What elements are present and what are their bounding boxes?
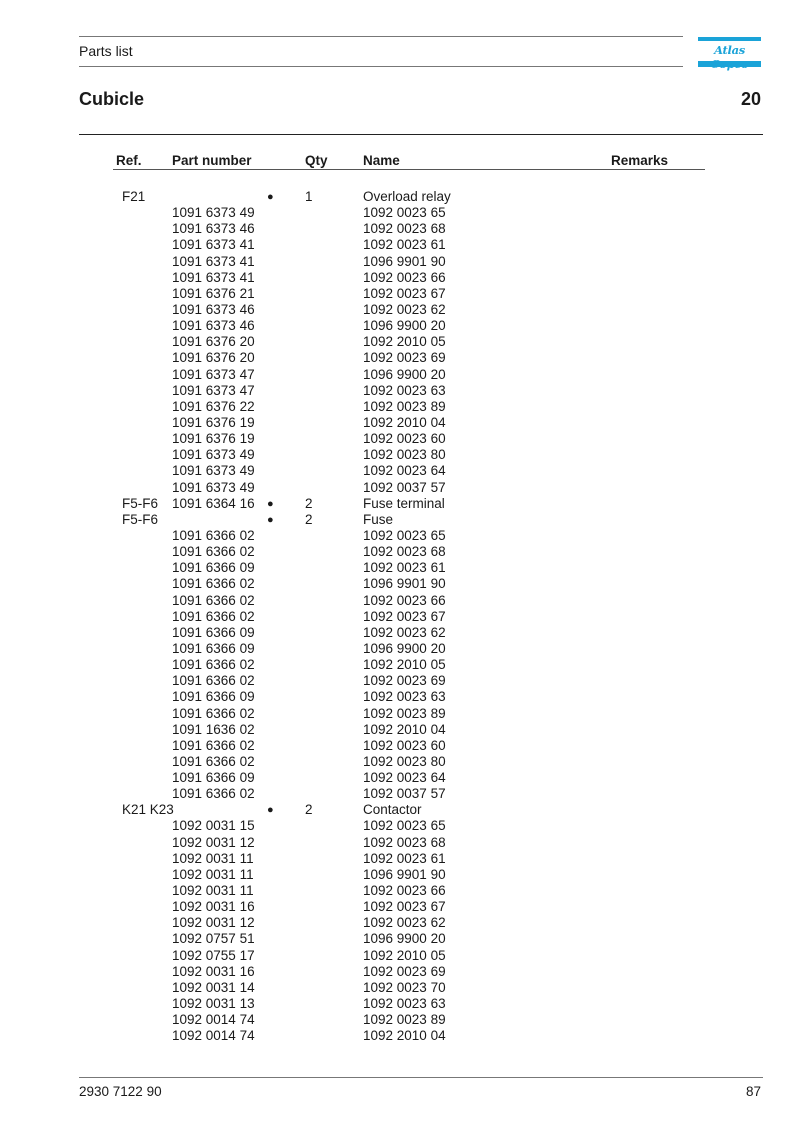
section-number: 20 — [740, 89, 761, 109]
row-name: 1092 0037 57 — [363, 786, 446, 802]
row-name: 1092 0023 66 — [363, 592, 446, 608]
row-name: 1092 0023 70 — [363, 979, 446, 995]
table-row — [0, 544, 800, 560]
row-name: 1096 9900 20 — [363, 640, 446, 656]
row-name: 1092 0023 63 — [363, 689, 446, 705]
row-part-number: 1091 6366 02 — [172, 657, 255, 673]
header-rule-bottom — [79, 66, 683, 67]
row-part-number: 1091 6373 47 — [172, 382, 255, 398]
row-name: 1092 0023 80 — [363, 447, 446, 463]
col-header-remarks: Remarks — [611, 153, 669, 168]
row-part-number: 1091 6373 49 — [172, 447, 255, 463]
row-name: 1092 0023 67 — [363, 899, 446, 915]
row-part-number: 1091 6366 02 — [172, 753, 255, 769]
table-row — [0, 237, 800, 253]
row-name: 1092 0023 62 — [363, 915, 446, 931]
row-part-number: 1091 6373 47 — [172, 366, 255, 382]
table-row — [0, 835, 800, 851]
row-part-number: 1091 6373 46 — [172, 318, 255, 334]
row-part-number: 1092 0031 13 — [172, 996, 255, 1012]
row-part-number: 1091 6366 02 — [172, 786, 255, 802]
section-rule — [79, 134, 763, 135]
row-part-number: 1091 6376 20 — [172, 350, 255, 366]
row-part-number: 1092 0014 74 — [172, 1012, 255, 1028]
row-name: 1092 0023 65 — [363, 205, 446, 221]
row-part-number: 1091 6366 09 — [172, 689, 255, 705]
row-part-number: 1092 0031 12 — [172, 834, 255, 850]
row-part-number: 1092 0031 14 — [172, 979, 255, 995]
row-part-number: 1091 6373 49 — [172, 205, 255, 221]
logo-bar-top — [698, 37, 761, 41]
table-row — [0, 254, 800, 270]
footer-page-number: 87 — [745, 1084, 761, 1099]
row-part-number: 1091 6366 02 — [172, 705, 255, 721]
table-row — [0, 818, 800, 834]
row-name: 1096 9900 20 — [363, 931, 446, 947]
table-row — [0, 673, 800, 689]
row-name: 1092 2010 05 — [363, 657, 446, 673]
row-part-number: 1091 6373 49 — [172, 479, 255, 495]
row-part-number: 1092 0031 11 — [172, 883, 254, 899]
row-part-number: 1091 6373 41 — [172, 253, 255, 269]
row-part-number: 1091 6373 46 — [172, 301, 255, 317]
table-row — [0, 802, 800, 818]
table-row — [0, 415, 800, 431]
row-part-number: 1092 0757 51 — [172, 931, 255, 947]
row-name: 1092 0023 66 — [363, 269, 446, 285]
table-row — [0, 560, 800, 576]
table-row — [0, 367, 800, 383]
row-part-number: 1092 0031 16 — [172, 963, 255, 979]
row-part-number: 1091 6373 49 — [172, 463, 255, 479]
row-name: 1092 0023 63 — [363, 996, 446, 1012]
table-row — [0, 576, 800, 592]
table-row — [0, 318, 800, 334]
row-name: Fuse — [363, 511, 394, 527]
row-name: Fuse terminal — [363, 495, 445, 511]
row-name: 1092 0023 69 — [363, 350, 446, 366]
row-name: 1096 9901 90 — [363, 866, 446, 882]
table-row — [0, 221, 800, 237]
row-name: 1092 0023 67 — [363, 285, 446, 301]
table-row — [0, 334, 800, 350]
row-part-number: 1091 6373 41 — [172, 269, 255, 285]
row-bullet: ● — [267, 513, 274, 526]
brand-logo — [698, 37, 761, 67]
row-name: 1092 0023 67 — [363, 608, 446, 624]
row-name: Overload relay — [363, 189, 451, 204]
row-name: 1096 9900 20 — [363, 318, 446, 334]
row-name: 1092 0037 57 — [363, 479, 446, 495]
row-part-number: 1091 6376 21 — [172, 285, 255, 301]
table-row — [0, 512, 800, 528]
parts-table-body — [0, 189, 800, 1044]
row-part-number: 1091 6366 02 — [172, 527, 255, 543]
table-row — [0, 689, 800, 705]
table-row — [0, 431, 800, 447]
row-name: 1092 0023 61 — [363, 850, 446, 866]
section-title: Cubicle — [79, 89, 145, 109]
row-qty: 2 — [305, 495, 313, 511]
row-name: 1092 0023 65 — [363, 818, 446, 834]
row-part-number: 1091 6366 02 — [172, 673, 255, 689]
table-row — [0, 463, 800, 479]
table-row — [0, 205, 800, 221]
table-row — [0, 851, 800, 867]
row-part-number: 1091 6373 41 — [172, 237, 255, 253]
table-row — [0, 754, 800, 770]
row-part-number: 1091 6366 02 — [172, 544, 255, 560]
row-ref: K21 K23 — [122, 802, 174, 818]
header-title: Parts list — [79, 43, 133, 59]
logo-bar-bottom — [698, 61, 761, 67]
table-row — [0, 625, 800, 641]
row-name: 1092 0023 89 — [363, 705, 446, 721]
col-header-name: Name — [363, 153, 400, 168]
table-row — [0, 528, 800, 544]
row-part-number: 1092 0014 74 — [172, 1028, 255, 1044]
table-row — [0, 786, 800, 802]
row-name: 1092 0023 68 — [363, 221, 446, 237]
table-row — [0, 270, 800, 286]
row-qty: 1 — [305, 189, 313, 204]
row-name: 1092 0023 66 — [363, 883, 446, 899]
table-row — [0, 770, 800, 786]
row-name: 1092 0023 63 — [363, 382, 446, 398]
row-part-number: 1091 6366 02 — [172, 737, 255, 753]
row-name: 1092 0023 62 — [363, 624, 446, 640]
row-name: 1092 0023 65 — [363, 527, 446, 543]
row-name: 1092 0023 80 — [363, 753, 446, 769]
table-row — [0, 1012, 800, 1028]
row-bullet: ● — [267, 804, 274, 817]
table-row — [0, 480, 800, 496]
row-part-number: 1091 6366 02 — [172, 576, 255, 592]
table-row — [0, 657, 800, 673]
row-name: 1092 0023 60 — [363, 737, 446, 753]
table-row — [0, 447, 800, 463]
table-row — [0, 722, 800, 738]
row-name: 1092 0023 61 — [363, 560, 446, 576]
table-row — [0, 964, 800, 980]
table-row — [0, 350, 800, 366]
row-part-number: 1092 0755 17 — [172, 947, 255, 963]
row-name: 1092 0023 89 — [363, 1012, 446, 1028]
row-part-number: 1092 0031 11 — [172, 866, 254, 882]
table-row — [0, 302, 800, 318]
row-name: 1092 0023 68 — [363, 834, 446, 850]
row-part-number: 1092 0031 15 — [172, 818, 255, 834]
row-name: 1092 0023 69 — [363, 673, 446, 689]
row-part-number: 1091 6376 22 — [172, 398, 255, 414]
header-rule-top — [79, 36, 683, 37]
row-part-number: 1091 6366 02 — [172, 608, 255, 624]
footer-rule — [79, 1077, 763, 1078]
row-part-number: 1091 6376 20 — [172, 334, 255, 350]
row-name: 1092 0023 64 — [363, 463, 446, 479]
row-part-number: 1091 6373 46 — [172, 221, 255, 237]
row-part-number: 1091 6366 09 — [172, 770, 255, 786]
col-header-part-number: Part number — [172, 153, 252, 168]
row-name: 1092 0023 89 — [363, 398, 446, 414]
table-row — [0, 980, 800, 996]
table-row — [0, 931, 800, 947]
col-header-ref: Ref. — [116, 153, 142, 168]
row-part-number: 1091 6366 09 — [172, 640, 255, 656]
row-name: 1096 9901 90 — [363, 576, 446, 592]
table-header-rule — [113, 169, 705, 170]
table-row — [0, 641, 800, 657]
table-row — [0, 738, 800, 754]
table-row — [0, 609, 800, 625]
table-row — [0, 867, 800, 883]
row-name: 1092 0023 60 — [363, 431, 446, 447]
row-bullet: ● — [267, 497, 274, 510]
table-row — [0, 948, 800, 964]
row-part-number: 1091 6376 19 — [172, 431, 255, 447]
col-header-qty: Qty — [305, 153, 328, 168]
row-name: 1092 2010 04 — [363, 721, 446, 737]
table-row — [0, 915, 800, 931]
table-row — [0, 189, 800, 205]
row-part-number: 1091 6366 09 — [172, 624, 255, 640]
row-name: 1092 0023 69 — [363, 963, 446, 979]
row-part-number: 1092 0031 16 — [172, 899, 255, 915]
row-name: 1092 0023 61 — [363, 237, 446, 253]
table-row — [0, 593, 800, 609]
table-row — [0, 1028, 800, 1044]
row-qty: 2 — [305, 511, 313, 527]
row-name: 1096 9901 90 — [363, 253, 446, 269]
row-ref: F5-F6 — [122, 495, 159, 511]
row-part-number: 1092 0031 11 — [172, 850, 254, 866]
footer-doc-number: 2930 7122 90 — [79, 1084, 162, 1099]
row-name: 1092 2010 04 — [363, 414, 446, 430]
table-row — [0, 383, 800, 399]
row-part-number: 1091 6364 16 — [172, 495, 255, 511]
table-row — [0, 883, 800, 899]
row-name: 1092 0023 64 — [363, 770, 446, 786]
row-name: 1092 2010 05 — [363, 334, 446, 350]
row-part-number: 1091 6366 02 — [172, 592, 255, 608]
row-part-number: 1092 0031 12 — [172, 915, 255, 931]
row-part-number: 1091 6366 09 — [172, 560, 255, 576]
row-bullet: ● — [267, 191, 274, 203]
row-name: 1092 2010 05 — [363, 947, 446, 963]
table-row — [0, 706, 800, 722]
table-row — [0, 399, 800, 415]
row-name: 1092 0023 68 — [363, 544, 446, 560]
row-part-number: 1091 1636 02 — [172, 721, 255, 737]
row-part-number: 1091 6376 19 — [172, 414, 255, 430]
row-ref: F21 — [122, 189, 146, 204]
logo-wordmark: Atlas — [714, 43, 745, 57]
row-name: Contactor — [363, 802, 422, 818]
row-name: 1092 2010 04 — [363, 1028, 446, 1044]
row-name: 1096 9900 20 — [363, 366, 446, 382]
row-name: 1092 0023 62 — [363, 301, 446, 317]
row-qty: 2 — [305, 802, 313, 818]
row-ref: F5-F6 — [122, 511, 159, 527]
table-row — [0, 899, 800, 915]
table-row — [0, 996, 800, 1012]
table-row — [0, 286, 800, 302]
table-row — [0, 496, 800, 512]
